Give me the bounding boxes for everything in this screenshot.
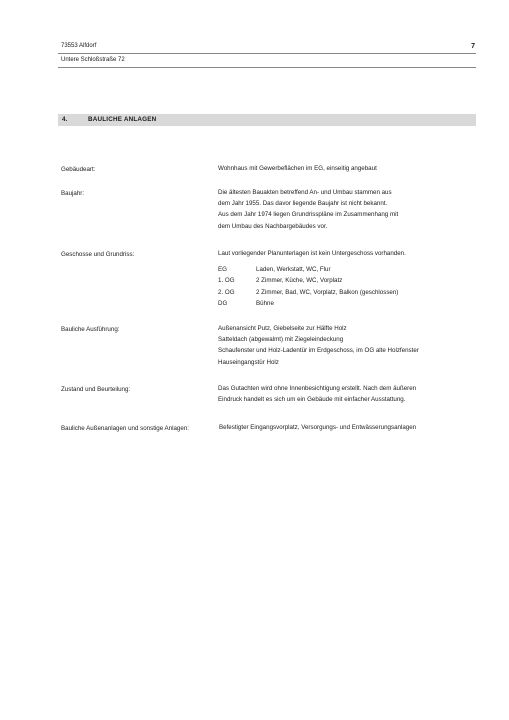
floor-row: [218, 264, 474, 275]
label-zustand: Zustand und Beurteilung:: [61, 386, 131, 393]
floor-row: [218, 275, 474, 286]
header-city: 73553 Alfdorf: [61, 43, 97, 49]
section-number: 4.: [62, 116, 68, 123]
value-line: Wohnhaus mit Gewerbeflächen im EG, einseitig angebaut: [218, 165, 377, 172]
value-aussenanlagen: [219, 422, 475, 433]
floor-desc: 2 Zimmer, Küche, WC, Vorplatz: [256, 277, 343, 285]
header-street: Untere Schloßstraße 72: [61, 57, 125, 63]
value-zustand: [218, 383, 474, 405]
value-line: dem Umbau des Nachbargebäudes vor.: [218, 222, 328, 230]
floor-code: 1. OG: [218, 277, 235, 285]
label-geschosse: Geschosse und Grundriss:: [61, 251, 135, 258]
floor-desc: Bühne: [256, 299, 274, 307]
floor-desc: 2 Zimmer, Bad, WC, Vorplatz, Balkon (geschlossen): [256, 288, 399, 296]
value-line: dem Jahr 1955. Das davor liegende Baujahr ist nicht bekannt.: [218, 200, 388, 208]
value-ausfuehrung: [218, 323, 474, 368]
value-line: Außenansicht Putz, Giebelseite zur Hälfte Holz: [218, 325, 347, 332]
section-title: BAULICHE ANLAGEN: [88, 116, 157, 123]
header-rule-2: [58, 67, 476, 68]
label-baujahr: Baujahr:: [61, 190, 85, 197]
value-line: Die ältesten Bauakten betreffend An- und Umbau stammen aus: [218, 189, 392, 196]
value-line: Befestigter Eingangsvorplatz, Versorgungs- und Entwässerungsanlagen: [219, 424, 417, 431]
floor-code: DG: [218, 299, 228, 307]
value-line: Schaufenster und Holz-Ladentür im Erdgeschoss, im OG alte Holzfenster: [218, 347, 419, 355]
floor-code: 2. OG: [218, 288, 235, 296]
floor-row: [218, 287, 474, 298]
section-heading: [58, 114, 476, 126]
value-line: Satteldach (abgewalmt) mit Ziegeleindeckung: [218, 336, 344, 344]
label-aussenanlagen: Bauliche Außenanlagen und sonstige Anlagen:: [61, 425, 189, 432]
label-gebaeudeart: Gebäudeart:: [61, 166, 96, 173]
page-number: 7: [471, 43, 475, 50]
value-line: Das Gutachten wird ohne Innenbesichtigung erstellt. Nach dem äußeren: [218, 385, 417, 392]
floor-code: EG: [218, 266, 227, 274]
floor-row: [218, 298, 474, 309]
floor-desc: Laden, Werkstatt, WC, Flur: [256, 266, 331, 274]
label-ausfuehrung: Bauliche Ausführung:: [61, 326, 120, 333]
value-baujahr: [218, 187, 474, 232]
value-gebaeudeart: [218, 163, 474, 174]
value-line: Aus dem Jahr 1974 liegen Grundrisspläne im Zusammenhang mit: [218, 211, 399, 219]
value-line: Laut vorliegender Planunterlagen ist kein Untergeschoss vorhanden.: [218, 250, 406, 257]
header-rule-1: [58, 53, 476, 54]
value-geschosse: [218, 248, 474, 309]
value-line: Eindruck handelt es sich um ein Gebäude mit einfacher Ausstattung.: [218, 396, 406, 404]
value-line: Hauseingangstür Holz: [218, 358, 279, 366]
